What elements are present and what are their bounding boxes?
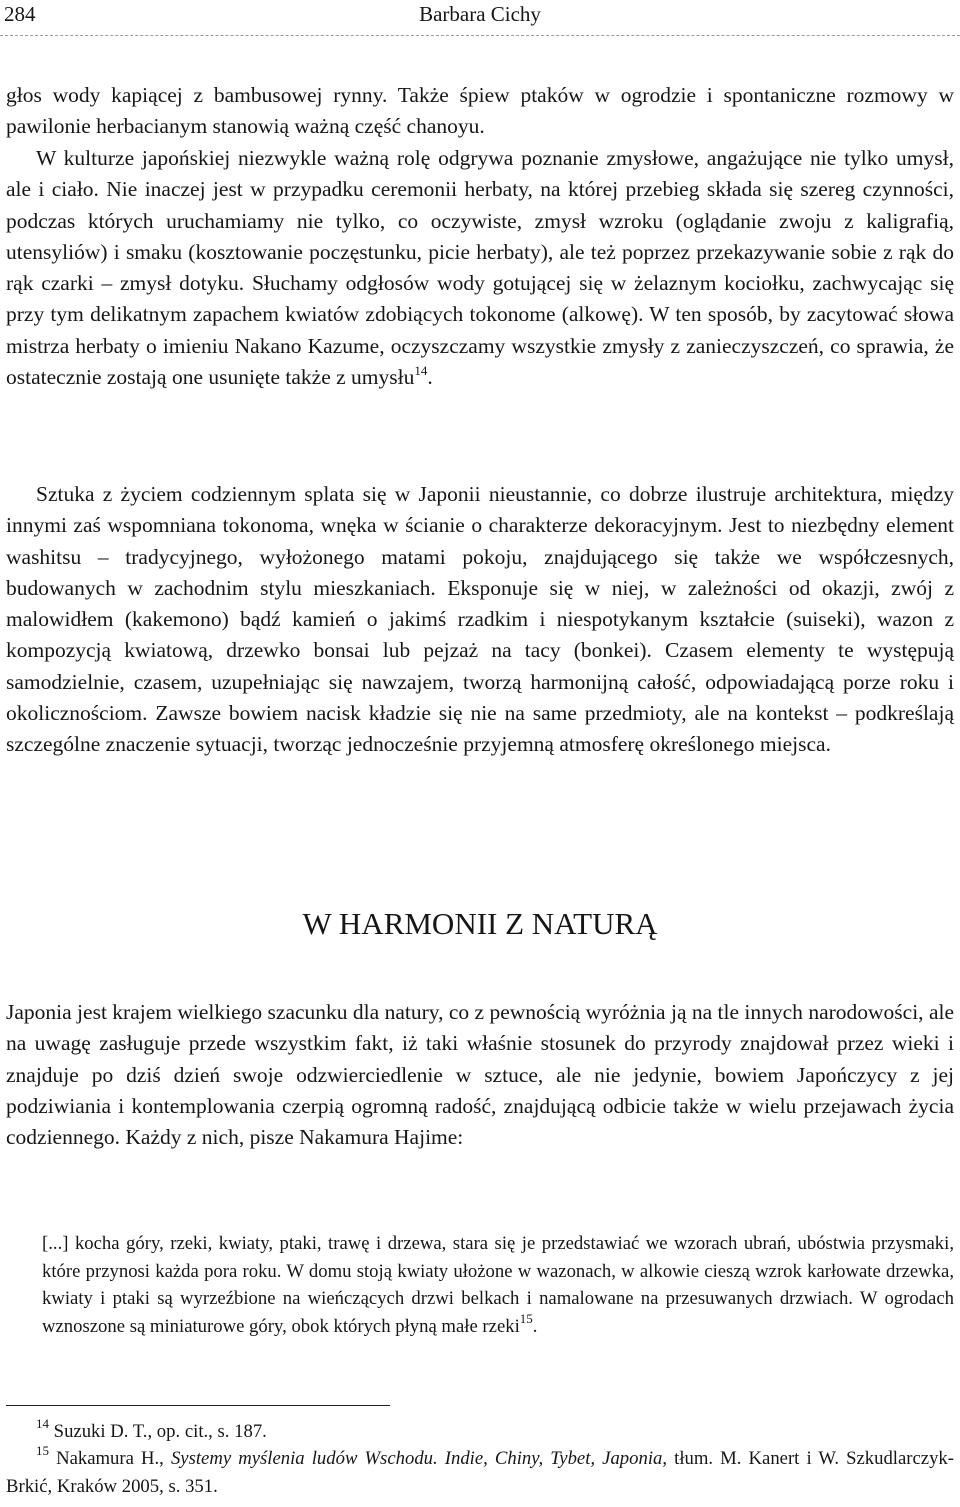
footnote-ref-14[interactable]: 14 <box>414 363 428 379</box>
section-heading: W HARMONII Z NATURĄ <box>302 906 658 941</box>
footnote-divider <box>6 1405 390 1406</box>
running-title: Barbara Cichy <box>419 2 541 26</box>
page-number: 284 <box>4 2 36 26</box>
header-divider <box>0 35 960 36</box>
cited-title: Systemy myślenia ludów Wschodu. Indie, Chiny, Tybet, Japonia <box>170 1448 663 1469</box>
page-header <box>0 0 960 36</box>
footnote-14: $^{14}$ Suzuki D. T., op. cit., s. 187. <box>36 1416 267 1442</box>
body-paragraph-2: W kulturze japońskiej niezwykle ważną rolę odgrywa poznanie zmysłowe, angażujące nie tylko umysł, ale i ciało. Nie inaczej jest w przypadku ceremonii herbaty, na której przebieg składa się szereg czynności, podczas których uruchamiamy nie tylko, co oczywiste, zmysł wzroku (oglądanie zwoju z kaligrafią, utensyliów) i smaku (kosztowanie poczęstunku, picie herbaty), ale też poprzez przekazywanie sobie z rąk do rąk czarki – zmysł dotyku. Słuchamy odgłosów wody gotującej się w żelaznym kociołku, zachwycając się przy tym delikatnym zapachem kwiatów zdobiących tokonome (alkowę). W ten sposób, by zacytować słowa mistrza herbaty o imieniu Nakano Kazume, oczyszczamy wszystkie zmysły z zanieczyszczeń, co sprawia, że ostatecznie zostają one usunięte także z umysłu$^{14}$. <box>6 146 954 390</box>
body-paragraph-3: Sztuka z życiem codziennym splata się w Japonii nieustannie, co dobrze ilustruje architektura, między innymi zaś wspomniana tokonoma, wnęka w ścianie o charakterze dekoracyjnym. Jest to niezbędny element washitsu – tradycyjnego, wyłożonego matami pokoju, znajdującego się także we współczesnych, budowanych w zachodnim stylu mieszkaniach. Eksponuje się w niej, w zależności od okazji, zwój z malowidłem (kakemono) bądź kamień o jakimś rzadkim i niespotykanym kształcie (suiseki), wazon z kompozycją kwiatową, drzewko bonsai lub pejzaż na tacy (bonkei). Czasem elementy te występują samodzielnie, czasem, uzupełniając się nawzajem, tworzą harmonijną całość, odpowiadającą porze roku i okolicznościom. Zawsze bowiem nacisk kładzie się nie na same przedmioty, ale na kontekst – podkreślają szczególne znaczenie sytuacji, tworząc jednocześnie przyjemną atmosferę określonego miejsca. <box>6 482 954 757</box>
footnote-ref-15[interactable]: 15 <box>519 1311 533 1327</box>
block-quote: [...] kocha góry, rzeki, kwiaty, ptaki, trawę i drzewa, stara się je przedstawiać we wzorach ubrań, ubóstwia przysmaki, które przynosi każda pora roku. W domu stoją kwiaty ułożone w wazonach, w alkowie cieszą wzrok karłowate drzewka, kwiaty i ptaki są wyrzeźbione na wieńczących drzwi belkach i namalowane na przesuwanych drzwiach. W ogrodach wznoszone są miniaturowe góry, obok których płyną małe rzeki$^{15}$. <box>42 1233 954 1338</box>
footnote-15: $^{15}$ Nakamura H., Systemy myślenia ludów Wschodu. Indie, Chiny, Tybet, Japonia, tłum. M. Kanert i W. Szkudlarczyk-Brkić, Kraków 2005, s. 351. <box>6 1443 954 1497</box>
footnote-number: 14 <box>36 1416 49 1431</box>
footnote-number: 15 <box>36 1443 49 1458</box>
body-paragraph-1: głos wody kapiącej z bambusowej rynny. Także śpiew ptaków w ogrodzie i spontaniczne rozmowy w pawilonie herbacianym stanowią ważną część chanoyu. <box>6 83 954 139</box>
body-paragraph-4: Japonia jest krajem wielkiego szacunku dla natury, co z pewnością wyróżnia ją na tle innych narodowości, ale na uwagę zasługuje przede wszystkim fakt, iż taki właśnie stosunek do przyrody znajdował przez wieki i znajduje po dziś dzień swoje odzwierciedlenie w sztuce, ale nie jedynie, bowiem Japończycy z jej podziwiania i kontemplowania czerpią ogromną radość, znajdującą odbicie także w wielu przejawach życia codziennego. Każdy z nich, pisze Nakamura Hajime: <box>6 1000 954 1150</box>
